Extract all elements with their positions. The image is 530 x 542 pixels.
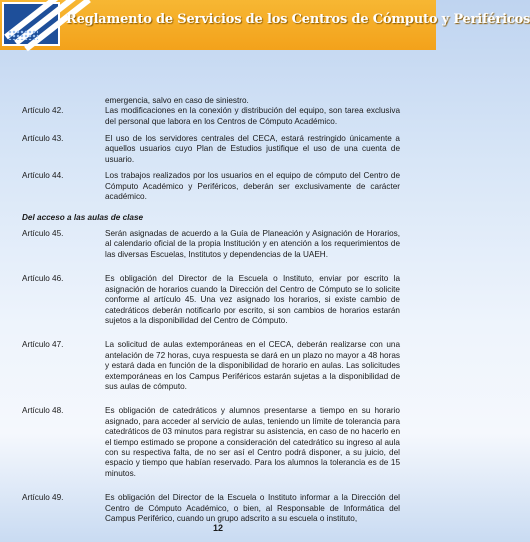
article-text: Las modificaciones en la conexión y distribución del equipo, son tarea exclusiva del personal que labora en los Centros de Cómputo Académico. bbox=[105, 106, 400, 126]
article-text: Los trabajos realizados por los usuarios en el equipo de cómputo del Centro de Cómputo Académico y Periféricos, deberán ser exclusivamente de carácter académico. bbox=[105, 171, 400, 202]
article-number: Artículo 44. bbox=[22, 171, 64, 181]
page-number: 12 bbox=[212, 523, 223, 533]
article-text: El uso de los servidores centrales del CECA, estará restringido únicamente a aquellos usuarios cuyo Plan de Estudios justifique el uso de una cuenta de usuario. bbox=[105, 133, 400, 164]
article-text: Serán asignadas de acuerdo a la Guía de Planeación y Asignación de Horarios, al calendario oficial de la propia Institución y en atención a los requerimientos de las diversas Escuelas, Institutos y dependencias de la UAEH. bbox=[105, 229, 400, 259]
article-number: Artículo 42. bbox=[22, 106, 64, 116]
header-band bbox=[0, 0, 530, 50]
article-text: Es obligación del Director de la Escuela o Instituto, enviar por escrito la asignación de horarios cuando la Dirección del Centro de Cómputo se lo solicite conforme al artículo 45. Una vez asignado los horarios, si existe cambio de catedráticos deberán notificarlo por escrito, si son cambios de horarios estarán sujetos a la disponibilidad del Centro de Cómputo. bbox=[105, 274, 400, 325]
document-title: Reglamento de Servicios de los Centros de Cómputo y Periféricos bbox=[66, 12, 530, 27]
article-row bbox=[22, 106, 400, 127]
article-number: Artículo 45. bbox=[22, 229, 64, 239]
ceca-logo-icon bbox=[2, 2, 60, 46]
section-heading: Del acceso a las aulas de clase bbox=[22, 212, 144, 222]
article-row bbox=[22, 340, 400, 392]
article-text: Es obligación de catedráticos y alumnos presentarse a tiempo en su horario asignado, para acceder al servicio de aulas, teniendo un límite de tolerancia para catedráticos de 03 minutos para registrar su asistencia, en caso de no hacerlo en el tiempo estimado se propone a consideración del catedrático su ingreso al aula con su respectiva falta, de no ser así el Centro podrá disponer, a su juicio, del espacio y tiempo que habían reservado. Para los alumnos la tolerancia es de 15 minutos. bbox=[105, 406, 400, 478]
article-number: Artículo 49. bbox=[22, 493, 64, 503]
article-number: Artículo 48. bbox=[22, 406, 64, 416]
article-row bbox=[22, 406, 400, 479]
article-row bbox=[22, 274, 400, 326]
article-number: Artículo 43. bbox=[22, 133, 64, 143]
article-text: Es obligación del Director de la Escuela o Instituto informar a la Dirección del Centro de Cómputo Académico, o bien, al Responsable de Informática del Campus Periférico, cuando un grupo adscrito a su escuela o instituto, bbox=[105, 493, 400, 523]
document-body bbox=[22, 96, 400, 531]
article-text: La solicitud de aulas extemporáneas en el CECA, deberán realizarse con una antelación de 72 horas, cuya respuesta se dará en un plazo no mayor a 48 horas y estará dada en función de la disponibilidad de horario en aulas. Las solicitudes extemporáneas en los Campus Periféricos estarán sujetas a la disponibilidad de sus aulas de cómputo. bbox=[105, 340, 400, 391]
article-number: Artículo 46. bbox=[22, 274, 64, 284]
article-row bbox=[22, 134, 400, 165]
article-row bbox=[22, 229, 400, 260]
article-row bbox=[22, 171, 400, 202]
continuation-text: emergencia, salvo en caso de siniestro. bbox=[105, 96, 249, 105]
article-number: Artículo 47. bbox=[22, 340, 64, 350]
article-row bbox=[22, 493, 400, 524]
